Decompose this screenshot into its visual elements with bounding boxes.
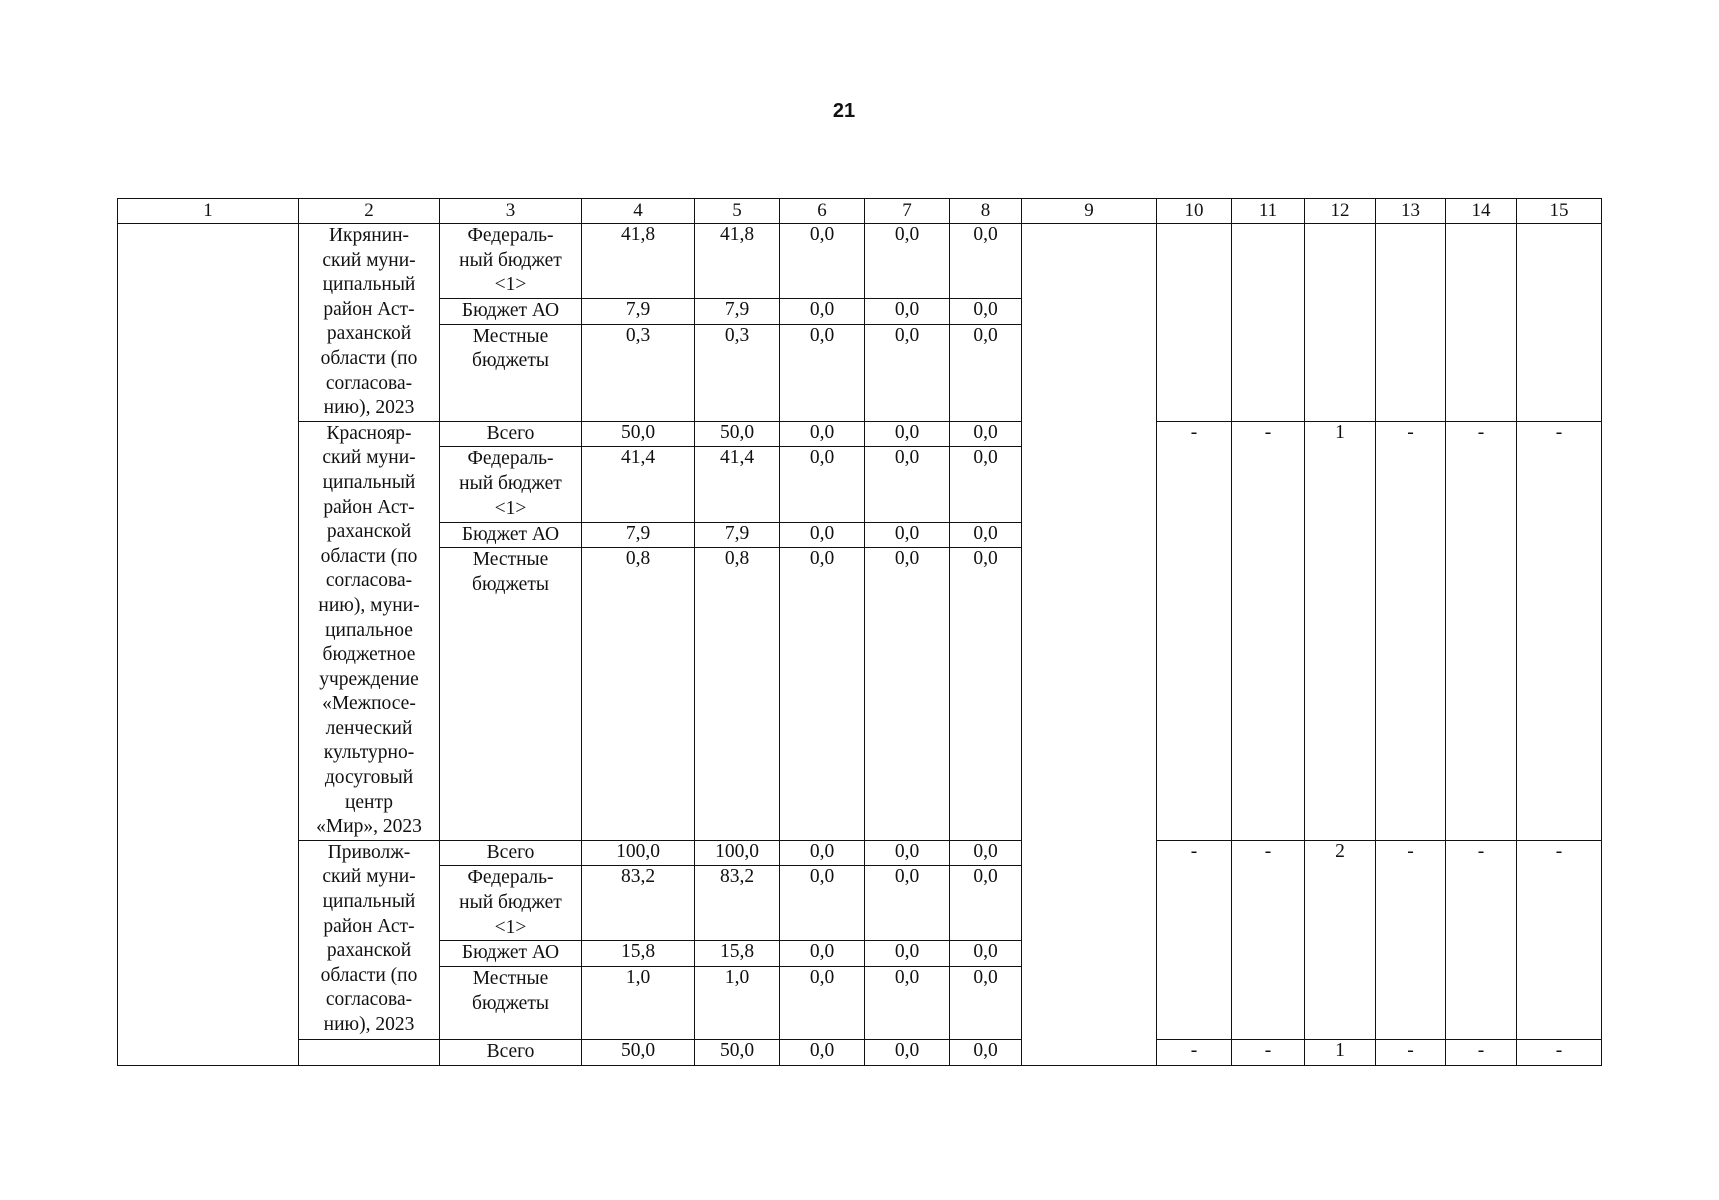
empty-cell bbox=[1232, 224, 1305, 422]
value-cell: 0,0 bbox=[950, 941, 1022, 967]
indicator-cell: - bbox=[1517, 421, 1602, 840]
value-cell: 41,4 bbox=[695, 447, 780, 522]
table-row bbox=[118, 840, 1602, 866]
empty-cell bbox=[1517, 224, 1602, 422]
value-cell: 1,0 bbox=[582, 967, 695, 1040]
value-cell: 0,0 bbox=[780, 548, 865, 840]
column-number: 14 bbox=[1446, 199, 1517, 224]
column-number: 12 bbox=[1305, 199, 1376, 224]
value-cell: 41,4 bbox=[582, 447, 695, 522]
indicator-cell: - bbox=[1376, 421, 1446, 840]
value-cell: 0,0 bbox=[865, 941, 950, 967]
indicator-cell: - bbox=[1376, 1040, 1446, 1066]
value-cell: 0,0 bbox=[780, 421, 865, 447]
column-number: 7 bbox=[865, 199, 950, 224]
funding-source-total: Всего bbox=[440, 840, 582, 866]
value-cell: 0,0 bbox=[780, 866, 865, 941]
indicator-cell: - bbox=[1232, 840, 1305, 1039]
funding-source: Федераль- ный бюджет <1> bbox=[440, 224, 582, 299]
value-cell: 0,0 bbox=[950, 324, 1022, 421]
column-number: 4 bbox=[582, 199, 695, 224]
value-cell: 0,0 bbox=[865, 324, 950, 421]
page-number: 21 bbox=[832, 100, 856, 122]
column-number: 3 bbox=[440, 199, 582, 224]
value-cell: 50,0 bbox=[582, 421, 695, 447]
table-row bbox=[118, 421, 1602, 447]
indicator-cell: - bbox=[1446, 421, 1517, 840]
indicator-cell: - bbox=[1376, 840, 1446, 1039]
value-cell: 0,3 bbox=[582, 324, 695, 421]
value-cell: 0,0 bbox=[950, 548, 1022, 840]
budget-table bbox=[117, 198, 1602, 1066]
value-cell: 50,0 bbox=[695, 421, 780, 447]
value-cell: 0,0 bbox=[950, 967, 1022, 1040]
funding-source: Федераль- ный бюджет <1> bbox=[440, 866, 582, 941]
funding-source: Бюджет АО bbox=[440, 522, 582, 548]
indicator-cell: - bbox=[1232, 421, 1305, 840]
value-cell: 100,0 bbox=[582, 840, 695, 866]
column-number: 1 bbox=[118, 199, 299, 224]
funding-source: Местные бюджеты bbox=[440, 967, 582, 1040]
funding-source-total: Всего bbox=[440, 1040, 582, 1066]
value-cell: 83,2 bbox=[582, 866, 695, 941]
column-number: 11 bbox=[1232, 199, 1305, 224]
empty-cell bbox=[1022, 224, 1157, 1066]
column-number: 13 bbox=[1376, 199, 1446, 224]
value-cell: 41,8 bbox=[695, 224, 780, 299]
value-cell: 0,0 bbox=[950, 522, 1022, 548]
value-cell: 7,9 bbox=[582, 522, 695, 548]
indicator-cell: - bbox=[1232, 1040, 1305, 1066]
value-cell: 0,0 bbox=[780, 447, 865, 522]
value-cell: 15,8 bbox=[582, 941, 695, 967]
table-row bbox=[118, 1040, 1602, 1066]
value-cell: 0,0 bbox=[865, 1040, 950, 1066]
empty-cell bbox=[1157, 224, 1232, 422]
value-cell: 0,8 bbox=[695, 548, 780, 840]
value-cell: 0,0 bbox=[865, 548, 950, 840]
funding-source: Местные бюджеты bbox=[440, 548, 582, 840]
value-cell: 0,0 bbox=[865, 224, 950, 299]
column-number-row bbox=[118, 199, 1602, 224]
empty-cell bbox=[299, 1040, 440, 1066]
empty-cell bbox=[1376, 224, 1446, 422]
value-cell: 0,0 bbox=[865, 967, 950, 1040]
value-cell: 50,0 bbox=[695, 1040, 780, 1066]
indicator-cell: - bbox=[1446, 1040, 1517, 1066]
value-cell: 0,8 bbox=[582, 548, 695, 840]
funding-source-total: Всего bbox=[440, 421, 582, 447]
value-cell: 0,0 bbox=[780, 324, 865, 421]
funding-source: Местные бюджеты bbox=[440, 324, 582, 421]
value-cell: 0,0 bbox=[780, 1040, 865, 1066]
indicator-cell: - bbox=[1157, 1040, 1232, 1066]
value-cell: 7,9 bbox=[582, 299, 695, 325]
funding-source: Бюджет АО bbox=[440, 299, 582, 325]
value-cell: 0,0 bbox=[780, 967, 865, 1040]
indicator-cell: 1 bbox=[1305, 1040, 1376, 1066]
value-cell: 0,0 bbox=[950, 299, 1022, 325]
indicator-cell: - bbox=[1517, 840, 1602, 1039]
column-number: 6 bbox=[780, 199, 865, 224]
value-cell: 0,0 bbox=[780, 299, 865, 325]
municipality-name: Краснояр- ский муни- ципальный район Аст- раханской области (по согласова- нию), муни- ципальное бюджетное учреждение «Межпосе- ленческий культурно- досуговый центр «Мир», 2023 bbox=[299, 421, 440, 840]
value-cell: 0,0 bbox=[865, 840, 950, 866]
value-cell: 0,0 bbox=[950, 840, 1022, 866]
value-cell: 41,8 bbox=[582, 224, 695, 299]
empty-cell bbox=[118, 224, 299, 1066]
municipality-name: Приволж- ский муни- ципальный район Аст- раханской области (по согласова- нию), 2023 bbox=[299, 840, 440, 1039]
indicator-cell: 1 bbox=[1305, 421, 1376, 840]
value-cell: 0,0 bbox=[865, 866, 950, 941]
value-cell: 0,0 bbox=[865, 421, 950, 447]
table-row bbox=[118, 224, 1602, 299]
value-cell: 0,0 bbox=[865, 522, 950, 548]
column-number: 5 bbox=[695, 199, 780, 224]
value-cell: 0,0 bbox=[950, 447, 1022, 522]
funding-source: Бюджет АО bbox=[440, 941, 582, 967]
value-cell: 0,0 bbox=[950, 866, 1022, 941]
funding-source: Федераль- ный бюджет <1> bbox=[440, 447, 582, 522]
value-cell: 50,0 bbox=[582, 1040, 695, 1066]
value-cell: 0,0 bbox=[865, 299, 950, 325]
column-number: 10 bbox=[1157, 199, 1232, 224]
value-cell: 0,0 bbox=[950, 1040, 1022, 1066]
value-cell: 15,8 bbox=[695, 941, 780, 967]
value-cell: 7,9 bbox=[695, 522, 780, 548]
value-cell: 0,0 bbox=[950, 224, 1022, 299]
value-cell: 0,0 bbox=[780, 840, 865, 866]
empty-cell bbox=[1305, 224, 1376, 422]
indicator-cell: - bbox=[1157, 421, 1232, 840]
value-cell: 0,3 bbox=[695, 324, 780, 421]
value-cell: 7,9 bbox=[695, 299, 780, 325]
indicator-cell: - bbox=[1517, 1040, 1602, 1066]
value-cell: 1,0 bbox=[695, 967, 780, 1040]
value-cell: 100,0 bbox=[695, 840, 780, 866]
value-cell: 0,0 bbox=[950, 421, 1022, 447]
value-cell: 0,0 bbox=[780, 941, 865, 967]
column-number: 8 bbox=[950, 199, 1022, 224]
value-cell: 83,2 bbox=[695, 866, 780, 941]
indicator-cell: 2 bbox=[1305, 840, 1376, 1039]
column-number: 15 bbox=[1517, 199, 1602, 224]
column-number: 2 bbox=[299, 199, 440, 224]
municipality-name: Икрянин- ский муни- ципальный район Аст- раханской области (по согласова- нию), 2023 bbox=[299, 224, 440, 422]
indicator-cell: - bbox=[1157, 840, 1232, 1039]
value-cell: 0,0 bbox=[780, 224, 865, 299]
indicator-cell: - bbox=[1446, 840, 1517, 1039]
value-cell: 0,0 bbox=[780, 522, 865, 548]
empty-cell bbox=[1446, 224, 1517, 422]
column-number: 9 bbox=[1022, 199, 1157, 224]
value-cell: 0,0 bbox=[865, 447, 950, 522]
